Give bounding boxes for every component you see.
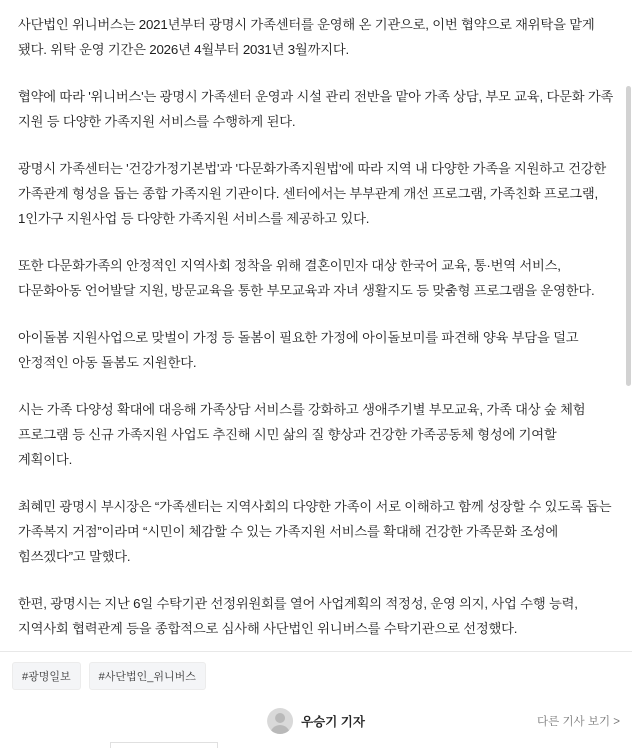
article-paragraph: 최혜민 광명시 부시장은 “가족센터는 지역사회의 다양한 가족이 서로 이해하고 함께 성장할 수 있도록 돕는 가족복지 거점”이라며 “시민이 체감할 수 있는 가족지원 서비스를 확대해 건강한 가족문화 조성에 힘쓰겠다”고 말했다. bbox=[18, 499, 612, 564]
article-paragraph: 시는 가족 다양성 확대에 대응해 가족상담 서비스를 강화하고 생애주기별 부모교육, 가족 대상 숲 체험 프로그램 등 신규 가족지원 사업도 추진해 시민 삶의 질 향상과 건강한 가족공동체 형성에 기여할 계획이다. bbox=[18, 402, 586, 467]
avatar bbox=[267, 708, 293, 734]
article-paragraph: 한편, 광명시는 지난 6일 수탁기관 선정위원회를 열어 사업계획의 적정성, 운영 의지, 사업 수행 능력, 지역사회 협력관계 등을 종합적으로 심사해 사단법인 위니버스를 수탁기관으로 선정했다. bbox=[18, 596, 578, 636]
scrollbar-thumb[interactable] bbox=[626, 86, 631, 386]
bottom-panel-stub bbox=[110, 742, 218, 748]
article-footer bbox=[0, 651, 632, 748]
article-paragraph: 광명시 가족센터는 '건강가정기본법'과 '다문화가족지원법'에 따라 지역 내 다양한 가족을 지원하고 건강한 가족관계 형성을 돕는 종합 가족지원 기관이다. 센터에서는 부부관계 개선 프로그램, 가족친화 프로그램, 1인가구 지원사업 등 다양한 가족지원 서비스를 제공하고 있다. bbox=[18, 161, 607, 226]
tag-list bbox=[0, 652, 632, 698]
article-paragraph: 협약에 따라 '위니버스'는 광명시 가족센터 운영과 시설 관리 전반을 맡아 가족 상담, 부모 교육, 다문화 가족 지원 등 다양한 가족지원 서비스를 수행하게 된다. bbox=[18, 89, 614, 129]
article-paragraph: 사단법인 위니버스는 2021년부터 광명시 가족센터를 운영해 온 기관으로, 이번 협약으로 재위탁을 맡게 됐다. 위탁 운영 기간은 2026년 4월부터 2031년 3월까지다. bbox=[18, 17, 595, 57]
article-paragraph: 또한 다문화가족의 안정적인 지역사회 정착을 위해 결혼이민자 대상 한국어 교육, 통·번역 서비스, 다문화아동 언어발달 지원, 방문교육을 통한 부모교육과 자녀 생활지도 등 맞춤형 프로그램을 운영한다. bbox=[18, 258, 595, 298]
article-paragraph: 아이돌봄 지원사업으로 맞벌이 가정 등 돌봄이 필요한 가정에 아이돌보미를 파견해 양육 부담을 덜고 안정적인 아동 돌봄도 지원한다. bbox=[18, 330, 579, 370]
reporter-bar bbox=[0, 698, 632, 748]
tag-item[interactable]: #광명일보 bbox=[12, 662, 81, 690]
reporter-info[interactable] bbox=[267, 708, 365, 734]
reporter-name: 우승기 기자 bbox=[301, 715, 365, 729]
scrollbar[interactable] bbox=[625, 0, 632, 748]
more-articles-link[interactable]: 다른 기사 보기 > bbox=[537, 716, 620, 728]
tag-item[interactable]: #사단법인_위니버스 bbox=[89, 662, 206, 690]
